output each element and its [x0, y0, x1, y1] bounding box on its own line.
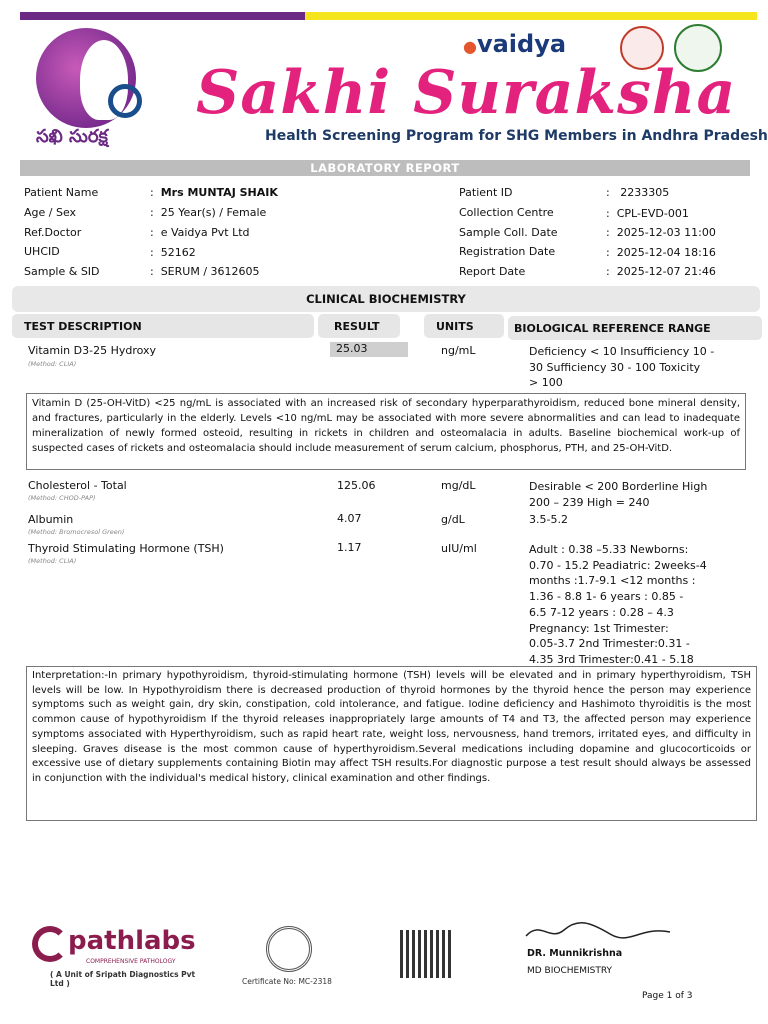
test-method: (Method: CLIA) — [28, 557, 77, 565]
test-range: 3.5-5.2 — [529, 513, 568, 526]
patient-id: 2233305 — [620, 186, 670, 199]
col-units: UNITS — [424, 314, 504, 338]
test-name: Cholesterol - Total — [28, 479, 127, 492]
doctor-name: DR. Munnikrishna — [527, 948, 623, 959]
report-date: 2025-12-07 21:46 — [616, 265, 716, 278]
certification-seal-icon — [266, 926, 312, 972]
program-subtitle: Health Screening Program for SHG Members in Andhra Pradesh — [265, 128, 768, 144]
test-units: ng/mL — [441, 344, 476, 357]
test-range: Deficiency < 10 Insufficiency 10 - 30 Sufficiency 30 - 100 Toxicity > 100 — [529, 345, 715, 389]
vitamin-d-interpretation: Vitamin D (25-OH-VitD) <25 ng/mL is associated with an increased risk of secondary hyperparathyroidism, reduced bone mineral density, and fractures, particularly in the elderly. Levels <10 ng/mL may be associated with more severe abnormalities and can lead to inadequate mineralization of newly formed osteoid, resulting in rickets in children and osteomalacia in adults. Baseline biochemical work-up of suspected cases of rickets and osteomalacia should include measurement of serum calcium, phosphorus, PTH, and 25-OH-VitD. — [26, 393, 746, 470]
ref-doctor: e Vaidya Pvt Ltd — [160, 226, 250, 239]
registration-date: 2025-12-04 18:16 — [616, 246, 716, 259]
test-units: uIU/ml — [441, 542, 477, 555]
page-number: Page 1 of 3 — [642, 991, 693, 1001]
section-title: CLINICAL BIOCHEMISTRY — [12, 286, 760, 312]
header-stripe-yellow — [305, 12, 757, 20]
test-result: 4.07 — [337, 512, 362, 525]
col-result: RESULT — [318, 314, 400, 338]
test-name: Albumin — [28, 513, 74, 526]
stethoscope-icon — [108, 84, 142, 118]
test-range: Adult : 0.38 –5.33 Newborns: 0.70 - 15.2 Peadiatric: 2weeks-4 months :1.7-9.1 <12 months : 1.36 - 8.8 1- 6 years : 0.85 - 6.5 7-12 years : 0.28 – 4.3 Pregnancy: 1st Trimester: 0.05-3.7 2nd Trimester:0.31 - 4.35 3rd Trimester:0.41 - 5.18 — [529, 543, 707, 666]
patient-id-label: Patient ID — [459, 186, 513, 199]
sample-coll-date: 2025-12-03 11:00 — [616, 226, 716, 239]
patient-name-label: Patient Name — [24, 186, 99, 199]
sample-sid: SERUM / 3612605 — [160, 265, 260, 278]
program-title: Sakhi Suraksha — [196, 58, 737, 128]
age-sex-label: Age / Sex — [24, 206, 77, 219]
sample-coll-date-label: Sample Coll. Date — [459, 226, 558, 239]
qr-code-icon[interactable] — [400, 930, 452, 978]
collection-centre: CPL-EVD-001 — [616, 207, 689, 220]
certificate-number: Certificate No: MC-2318 — [242, 977, 332, 986]
e-mark-icon: ● — [463, 37, 477, 56]
test-units: mg/dL — [441, 479, 476, 492]
test-result: 125.06 — [337, 479, 376, 492]
header-stripe-purple — [20, 12, 305, 20]
registration-date-label: Registration Date — [459, 245, 556, 258]
test-method: (Method: CHOD-PAP) — [28, 494, 96, 502]
pathlabs-mark-icon — [32, 926, 68, 962]
vaidya-logo: ●vaidya — [463, 30, 567, 58]
test-name: Thyroid Stimulating Hormone (TSH) — [28, 542, 224, 555]
collection-centre-label: Collection Centre — [459, 206, 554, 219]
sample-sid-label: Sample & SID — [24, 265, 100, 278]
pathlabs-logo: pathlabs COMPREHENSIVE PATHOLOGY ( A Unit of Sripath Diagnostics Pvt Ltd ) — [30, 922, 210, 984]
brand-telugu: సఖి సురక్ష — [36, 126, 108, 147]
test-units: g/dL — [441, 513, 465, 526]
col-test-description: TEST DESCRIPTION — [12, 314, 314, 338]
doctor-designation: MD BIOCHEMISTRY — [527, 966, 613, 976]
test-range: Desirable < 200 Borderline High 200 – 239 High = 240 — [529, 480, 708, 509]
col-reference-range: BIOLOGICAL REFERENCE RANGE — [508, 316, 762, 340]
test-method: (Method: Bromocresol Green) — [28, 528, 125, 536]
patient-name: Mrs MUNTAJ SHAIK — [160, 186, 278, 199]
test-result: 25.03 — [330, 342, 408, 357]
uhcid: 52162 — [160, 246, 196, 259]
test-name: Vitamin D3-25 Hydroxy — [28, 344, 157, 357]
report-title-bar: LABORATORY REPORT — [20, 160, 750, 176]
test-result: 1.17 — [337, 541, 362, 554]
test-method: (Method: CLIA) — [28, 360, 77, 368]
doctor-signature — [520, 912, 680, 948]
report-date-label: Report Date — [459, 265, 526, 278]
tsh-interpretation: Interpretation:-In primary hypothyroidism, thyroid-stimulating hormone (TSH) levels will be elevated and in primary hyperthyroidism, TSH levels will be low. In Hypothyroidism there is decreased production of thyroid hormones by the thyroid hence the person may experience symptoms such as weight gain, dry skin, constipation, cold intolerance, and fatigue. Iodine deficiency and Hashimoto thyroiditis is the most common cause of hypothyroidism If the thyroid releases inappropriately large amounts of T4 and T3, the affected person may experience symptoms associated with Hyperthyroidism, such as rapid heart rate, weight loss, nervousness, hand tremors, irritated eyes, and difficulty in sleeping. Graves disease is the most common cause of hyperthyroidism.Several medications including dopamine and glucocorticoids or excessive use of dietary supplements containing Biotin may affect TSH results.For diagnostic purpose a test result should always be assessed in conjunction with the individual's medical history, clinical examination and other findings. — [26, 666, 757, 821]
age-sex: 25 Year(s) / Female — [160, 206, 267, 219]
uhcid-label: UHCID — [24, 245, 60, 258]
ref-doctor-label: Ref.Doctor — [24, 226, 82, 239]
